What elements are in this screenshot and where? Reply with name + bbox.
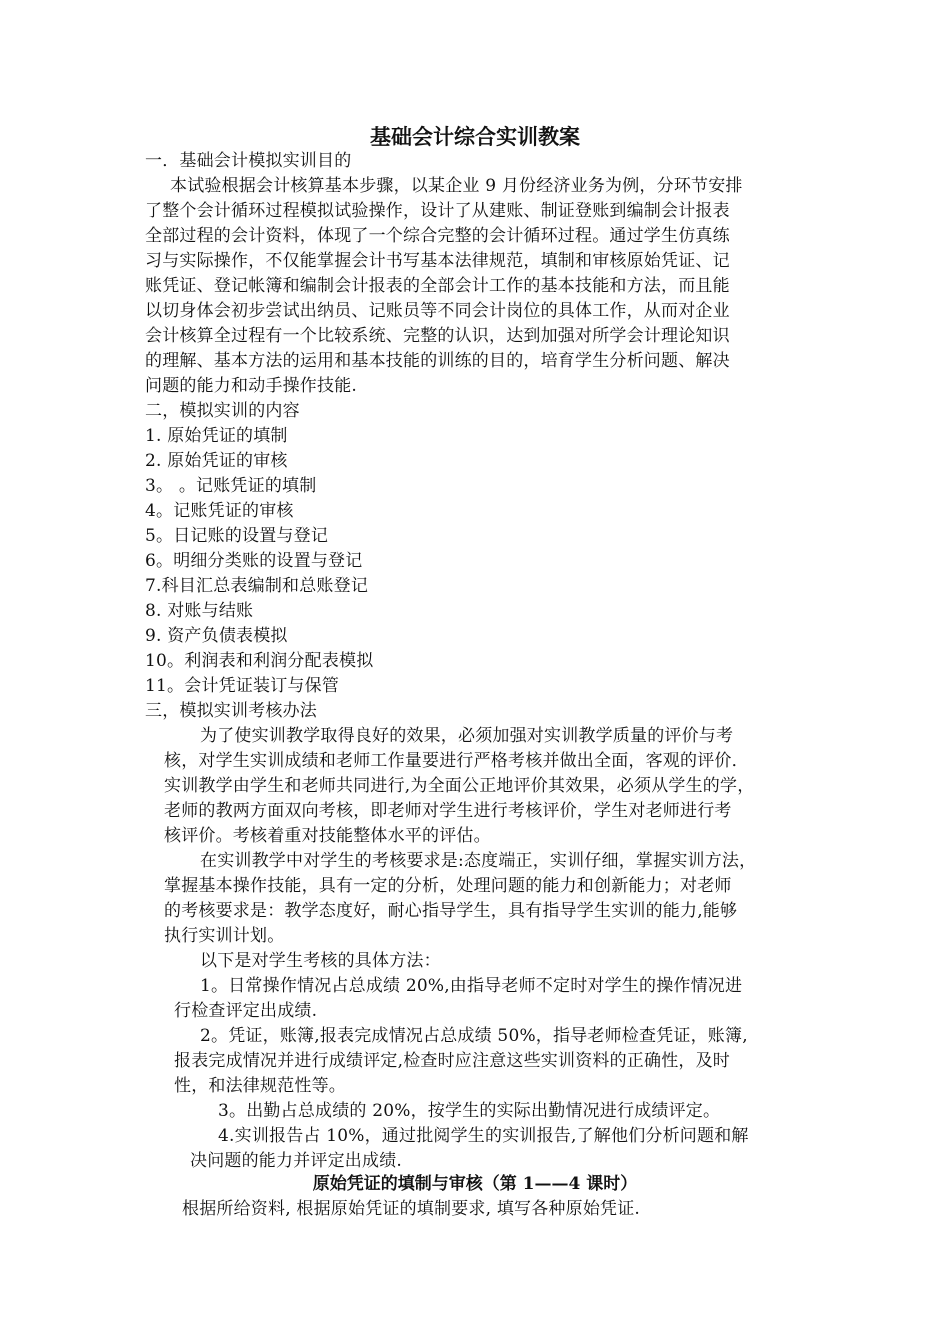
- content-list-item: 10。利润表和利润分配表模拟: [145, 651, 374, 671]
- content-list-item: 11。会计凭证装订与保管: [145, 676, 340, 696]
- content-list-item: 8. 对账与结账: [145, 601, 254, 621]
- method2-line: 性，和法律规范性等。: [174, 1076, 346, 1096]
- section1-line: 了整个会计循环过程模拟试验操作，设计了从建账、制证登账到编制会计报表: [145, 201, 730, 221]
- section1-line: 会计核算全过程有一个比较系统、完整的认识，达到加强对所学会计理论知识: [145, 326, 730, 346]
- content-list-item: 4。记账凭证的审核: [145, 501, 294, 521]
- section3-para2-line: 在实训教学中对学生的考核要求是:态度端正，实训仔细，掌握实训方法，: [200, 851, 757, 871]
- section3-para3: 以下是对学生考核的具体方法：: [200, 951, 441, 971]
- section1-line: 账凭证、登记帐簿和编制会计报表的全部会计工作的基本技能和方法，而且能: [145, 276, 730, 296]
- content-list-item: 2. 原始凭证的审核: [145, 451, 288, 471]
- section1-line: 的理解、基本方法的运用和基本技能的训练的目的，培育学生分析问题、解决: [145, 351, 730, 371]
- section3-para2-line: 执行实训计划。: [164, 926, 285, 946]
- method2-line: 报表完成情况并进行成绩评定,检查时应注意这些实训资料的正确性，及时: [174, 1051, 731, 1071]
- content-list-item: 5。日记账的设置与登记: [145, 526, 329, 546]
- section1-line: 以切身体会初步尝试出纳员、记账员等不同会计岗位的具体工作，从而对企业: [145, 301, 730, 321]
- content-list-item: 1. 原始凭证的填制: [145, 426, 288, 446]
- section3-para1-line: 核，对学生实训成绩和老师工作量要进行严格考核并做出全面，客观的评价．: [164, 751, 749, 771]
- section3-para1-line: 核评价。考核着重对技能整体水平的评估。: [164, 826, 491, 846]
- section1-line: 全部过程的会计资料，体现了一个综合完整的会计循环过程。通过学生仿真练: [145, 226, 730, 246]
- content-list-item: 6。明细分类账的设置与登记: [145, 551, 363, 571]
- method3-line: 3。出勤占总成绩的 20%，按学生的实际出勤情况进行成绩评定。: [218, 1101, 721, 1121]
- section3-para1-line: 实训教学由学生和老师共同进行,为全面公正地评价其效果，必须从学生的学，: [164, 776, 755, 796]
- method4-line: 决问题的能力并评定出成绩.: [190, 1151, 403, 1171]
- section1-line: 本试验根据会计核算基本步骤，以某企业 9 月份经济业务为例，分环节安排: [170, 176, 743, 196]
- section-subtitle: 原始凭证的填制与审核（第 1——4 课时）: [312, 1174, 638, 1194]
- document-title: 基础会计综合实训教案: [370, 124, 580, 149]
- method4-line: 4.实训报告占 10%，通过批阅学生的实训报告,了解他们分析问题和解: [218, 1126, 749, 1146]
- section3-para1-line: 为了使实训教学取得良好的效果，必须加强对实训教学质量的评价与考: [200, 726, 734, 746]
- section1-heading: 一．基础会计模拟实训目的: [145, 151, 352, 171]
- content-list-item: 9. 资产负债表模拟: [145, 626, 288, 646]
- section2-heading: 二，模拟实训的内容: [145, 401, 300, 421]
- closing-line: 根据所给资料, 根据原始凭证的填制要求, 填写各种原始凭证.: [182, 1199, 641, 1219]
- section3-para1-line: 老师的教两方面双向考核，即老师对学生进行考核评价，学生对老师进行考: [164, 801, 732, 821]
- content-list-item: 3。 。记账凭证的填制: [145, 476, 317, 496]
- section3-heading: 三，模拟实训考核办法: [145, 701, 317, 721]
- method2-line: 2。凭证，账簿,报表完成情况占总成绩 50%，指导老师检查凭证，账簿,: [200, 1026, 748, 1046]
- method1-line: 1。日常操作情况占总成绩 20%,由指导老师不定时对学生的操作情况进: [200, 976, 743, 996]
- content-list-item: 7.科目汇总表编制和总账登记: [145, 576, 369, 596]
- method1-line: 行检查评定出成绩.: [174, 1001, 318, 1021]
- section1-line: 习与实际操作，不仅能掌握会计书写基本法律规范，填制和审核原始凭证、记: [145, 251, 730, 271]
- section1-line: 问题的能力和动手操作技能.: [145, 376, 358, 396]
- section3-para2-line: 掌握基本操作技能，具有一定的分析，处理问题的能力和创新能力；对老师: [164, 876, 732, 896]
- section3-para2-line: 的考核要求是：教学态度好，耐心指导学生，具有指导学生实训的能力,能够: [164, 901, 738, 921]
